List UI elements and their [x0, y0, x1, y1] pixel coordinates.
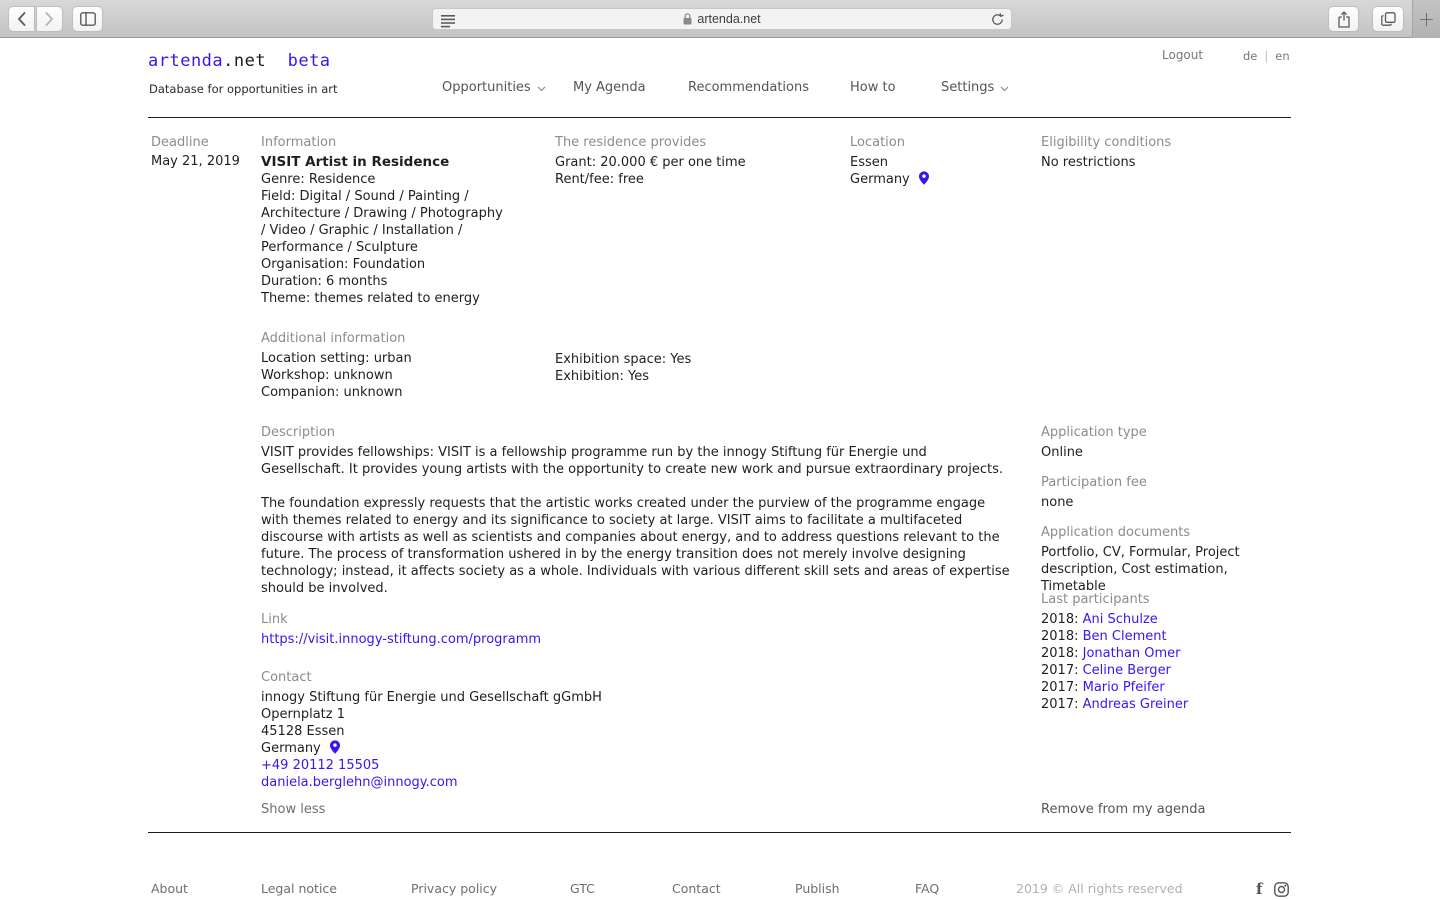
sidebar-toggle-button[interactable] — [72, 6, 103, 32]
lang-en[interactable]: en — [1275, 49, 1290, 63]
map-pin-icon[interactable] — [330, 740, 340, 754]
nav-how-to[interactable]: How to — [850, 80, 896, 95]
last-participants-section — [1041, 592, 1291, 713]
browser-toolbar — [0, 0, 1440, 38]
application-documents-label: Application documents — [1041, 525, 1191, 540]
language-switcher — [1243, 49, 1290, 63]
exhibition-line: Exhibition: Yes — [555, 369, 650, 384]
share-icon — [1337, 11, 1351, 28]
remove-from-agenda-button[interactable]: Remove from my agenda — [1041, 802, 1206, 817]
eligibility-value: No restrictions — [1041, 155, 1136, 170]
map-pin-icon[interactable] — [919, 171, 929, 185]
logout-link[interactable]: Logout — [1162, 48, 1204, 62]
footer-contact[interactable]: Contact — [672, 881, 721, 896]
location-country-row — [850, 171, 929, 188]
description-paragraph-2: The foundation expressly requests that the artistic works created under the purview of the programme engage with themes related to energy and its significance to society at large. VISIT aims to facilitate a multifaceted discourse with artists as well as scientists and companies about energy, and to address questions relevant to the future. The process of transformation ushered in by the energy transition does not merely involve designing technology; instead, it affects society as a whole. Individuals with various different skill sets and areas of expertise should be involved. — [261, 496, 1010, 596]
contact-country: Germany — [261, 741, 321, 756]
contact-phone-link[interactable]: +49 20112 15505 — [261, 758, 380, 773]
eligibility-label: Eligibility conditions — [1041, 135, 1172, 150]
participant-link[interactable]: Ani Schulze — [1082, 612, 1158, 627]
application-documents-section — [1041, 525, 1289, 595]
participant-row: 2018: Jonathan Omer — [1041, 646, 1181, 661]
nav-opportunities[interactable]: Opportunities — [442, 80, 546, 95]
tabs-icon — [1381, 12, 1396, 26]
logo-beta: beta — [287, 51, 331, 71]
opportunity-url-link[interactable]: https://visit.innogy-stiftung.com/programm — [261, 632, 542, 647]
instagram-icon[interactable] — [1274, 882, 1289, 900]
link-section — [261, 612, 541, 648]
lang-separator: | — [1264, 49, 1269, 63]
last-participants-label: Last participants — [1041, 592, 1150, 607]
new-tab-button[interactable] — [1412, 0, 1440, 38]
participation-fee-section — [1041, 475, 1291, 511]
additional-info-section — [261, 331, 412, 401]
workshop-line: Workshop: unknown — [261, 368, 393, 383]
nav-settings[interactable]: Settings — [941, 80, 1009, 95]
duration-line: Duration: 6 months — [261, 274, 388, 289]
footer-publish[interactable]: Publish — [795, 881, 840, 896]
provides-column — [555, 135, 746, 188]
genre-line: Genre: Residence — [261, 172, 376, 187]
eligibility-column — [1041, 135, 1171, 171]
participant-link[interactable]: Jonathan Omer — [1082, 646, 1181, 661]
application-type-label: Application type — [1041, 425, 1147, 440]
nav-my-agenda[interactable]: My Agenda — [573, 80, 646, 95]
contact-section — [261, 670, 602, 791]
lang-de[interactable]: de — [1243, 49, 1258, 63]
application-type-section — [1041, 425, 1291, 461]
url-text: artenda.net — [697, 12, 761, 26]
contact-organisation: innogy Stiftung für Energie und Gesellschaft gGmbH — [261, 690, 602, 705]
show-less-button[interactable]: Show less — [261, 802, 326, 817]
field-line: Field: Digital / Sound / Painting / Architecture / Drawing / Photography / Video / Graphic / Installation / Performance / Sculpture — [261, 189, 503, 255]
exhibition-space-line: Exhibition space: Yes — [555, 352, 692, 367]
contact-country-row — [261, 740, 602, 757]
deadline-column — [151, 135, 240, 170]
application-documents-value: Portfolio, CV, Formular, Project description, Cost estimation, Timetable — [1041, 545, 1240, 594]
contact-street: Opernplatz 1 — [261, 707, 345, 722]
lock-icon — [683, 13, 692, 25]
location-label: Location — [850, 135, 905, 150]
companion-line: Companion: unknown — [261, 385, 403, 400]
location-country: Germany — [850, 172, 910, 187]
forward-button[interactable] — [36, 6, 63, 32]
contact-email-link[interactable]: daniela.berglehn@innogy.com — [261, 775, 458, 790]
share-button[interactable] — [1328, 6, 1359, 32]
plus-icon: + — [1418, 7, 1435, 31]
rent-line: Rent/fee: free — [555, 172, 644, 187]
organisation-line: Organisation: Foundation — [261, 257, 426, 272]
location-city: Essen — [850, 155, 888, 170]
chevron-down-icon — [1000, 86, 1009, 92]
logo-tld: .net — [223, 51, 267, 71]
application-type-value: Online — [1041, 445, 1083, 460]
participant-row: 2017: Celine Berger — [1041, 663, 1171, 678]
address-bar[interactable] — [432, 8, 1012, 30]
footer-gtc[interactable]: GTC — [570, 881, 595, 896]
description-section — [261, 425, 1013, 597]
nav-recommendations[interactable]: Recommendations — [688, 80, 810, 95]
additional-info-right — [555, 351, 691, 385]
site-tagline: Database for opportunities in art — [149, 82, 338, 96]
additional-info-label: Additional information — [261, 331, 406, 346]
contact-label: Contact — [261, 670, 312, 685]
participant-link[interactable]: Celine Berger — [1082, 663, 1171, 678]
participant-row: 2018: Ani Schulze — [1041, 612, 1158, 627]
back-button[interactable] — [8, 6, 35, 32]
participant-link[interactable]: Mario Pfeifer — [1082, 680, 1165, 695]
footer-legal-notice[interactable]: Legal notice — [261, 881, 337, 896]
opportunity-title: VISIT Artist in Residence — [261, 154, 450, 170]
information-label: Information — [261, 135, 337, 150]
chevron-right-icon — [45, 12, 54, 26]
participant-row: 2017: Andreas Greiner — [1041, 697, 1189, 712]
grant-line: Grant: 20.000 € per one time — [555, 155, 746, 170]
participant-link[interactable]: Ben Clement — [1082, 629, 1167, 644]
participant-row: 2017: Mario Pfeifer — [1041, 680, 1165, 695]
chevron-left-icon — [17, 12, 26, 26]
footer-about[interactable]: About — [151, 881, 188, 896]
reader-mode-icon[interactable] — [441, 13, 456, 32]
provides-label: The residence provides — [555, 135, 707, 150]
chevron-down-icon — [537, 86, 546, 92]
header-divider — [148, 117, 1291, 118]
deadline-value: May 21, 2019 — [151, 154, 240, 169]
logo-name: artenda — [148, 51, 224, 71]
location-column — [850, 135, 929, 188]
theme-line: Theme: themes related to energy — [261, 291, 480, 306]
location-setting-line: Location setting: urban — [261, 351, 412, 366]
description-paragraph-1: VISIT provides fellowships: VISIT is a fellowship programme run by the innogy Stiftung für Energie und Gesellschaft. It provides young artists with the opportunity to create new work and pursue extraordinary projects. — [261, 445, 1003, 477]
site-logo[interactable] — [148, 51, 331, 71]
participation-fee-value: none — [1041, 495, 1074, 510]
footer-faq[interactable]: FAQ — [915, 881, 940, 896]
tab-overview-button[interactable] — [1372, 6, 1404, 32]
information-column — [261, 135, 507, 307]
link-label: Link — [261, 612, 288, 627]
sidebar-icon — [80, 12, 96, 26]
page-body — [0, 38, 1440, 900]
reload-button[interactable] — [991, 12, 1004, 31]
contact-city: 45128 Essen — [261, 724, 345, 739]
copyright-text: 2019 © All rights reserved — [1016, 881, 1183, 896]
participant-row: 2018: Ben Clement — [1041, 629, 1167, 644]
description-label: Description — [261, 425, 336, 440]
participation-fee-label: Participation fee — [1041, 475, 1147, 490]
facebook-icon[interactable]: f — [1256, 880, 1263, 898]
deadline-label: Deadline — [151, 135, 209, 150]
footer-divider — [148, 832, 1291, 833]
participant-link[interactable]: Andreas Greiner — [1082, 697, 1189, 712]
footer-privacy-policy[interactable]: Privacy policy — [411, 881, 498, 896]
